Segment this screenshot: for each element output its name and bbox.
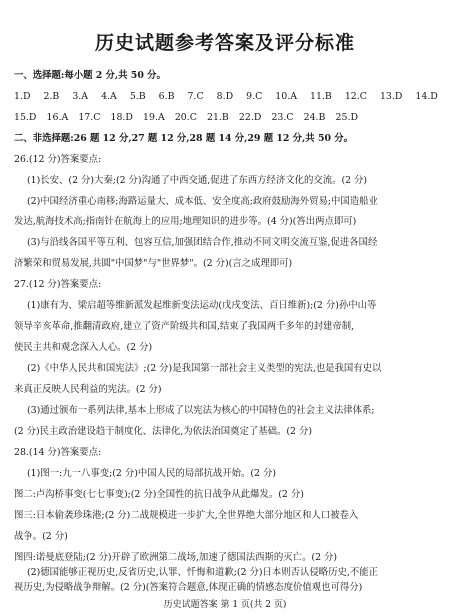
q26-header: 26.(12 分)答案要点:	[14, 154, 102, 165]
q27-answer-1-line-3: 使民主共和观念深入人心。(2 分)	[14, 342, 153, 353]
q27-answer-2-line-2: 来真正反映人民利益的宪法。(2 分)	[14, 384, 162, 395]
q26-answer-2-line-2: 发达,航海技术高;指南针在航海上的应用;地理知识的进步等。(4 分)(答出两点即可)	[14, 216, 357, 227]
q28-answer-5-line-2: 视历史,为侵略战争辩解。(2 分)(答案符合题意,体现正确的情感态度价值观也可得分)	[14, 582, 363, 593]
answer-item: 14.D	[415, 91, 438, 102]
page-footer: 历史试题答案 第 1 页(共 2 页)	[163, 600, 287, 610]
answer-item: 6.B	[158, 91, 175, 102]
q28-answer-4: 图四:诺曼底登陆;(2 分)开辟了欧洲第二战场,加速了德国法西斯的灭亡。(2 分)	[14, 552, 338, 563]
answer-item: 3.A	[72, 91, 89, 102]
answer-item: 2.B	[43, 91, 60, 102]
answer-item: 8.D	[216, 91, 234, 102]
answers-row-1	[14, 91, 438, 103]
q27-header: 27.(12 分)答案要点:	[14, 279, 102, 290]
q28-answer-5-line-1: (2)德国能够正视历史,反省历史,认罪、忏悔和道歉;(2 分)日本则否认侵略历史,不能正	[27, 567, 379, 578]
q27-answer-3-line-1: (3)通过颁布一系列法律,基本上形成了以宪法为核心的中国特色的社会主义法律体系;	[27, 405, 375, 416]
answer-item: 19.A	[143, 112, 165, 123]
answers-row-2	[14, 112, 358, 124]
q28-answer-2: 图二:卢沟桥事变(七七事变);(2 分)全国性的抗日战争从此爆发。(2 分)	[14, 489, 304, 500]
answer-item: 11.B	[310, 91, 332, 102]
answer-item: 21.B	[207, 112, 229, 123]
section2-heading: 二、非选择题:26 题 12 分,27 题 12 分,28 题 14 分,29 题 12 分,共 50 分。	[14, 133, 354, 144]
answer-item: 25.D	[335, 112, 358, 123]
section1-heading: 一、选择题:每小题 2 分,共 50 分。	[14, 70, 166, 81]
q28-answer-3-line-1: 图三:日本偷袭珍珠港;(2 分)二战规模进一步扩大,全世界绝大部分地区和人口被卷入	[14, 510, 359, 521]
answer-item: 17.C	[78, 112, 101, 123]
q27-answer-1-line-1: (1)康有为、梁启超等维新派发起维新变法运动(戊戌变法、百日维新);(2 分)孙中山等	[27, 300, 377, 311]
answer-item: 12.C	[344, 91, 367, 102]
answer-item: 18.D	[110, 112, 133, 123]
answer-item: 22.D	[238, 112, 262, 123]
answer-item: 23.C	[271, 112, 294, 123]
answer-item: 7.C	[187, 91, 204, 102]
q26-answer-2-line-1: (2)中国经济重心南移;海路运量大、成本低、安全度高;政府鼓励海外贸易;中国造船业	[27, 196, 378, 207]
q28-header: 28.(14 分)答案要点:	[14, 447, 102, 458]
q28-answer-3-line-2: 战争。(2 分)	[14, 531, 68, 542]
q26-answer-3-line-1: (3)与沿线各国平等互利、包容互信,加强团结合作,推动不同文明交流互鉴,促进各国经	[27, 237, 378, 248]
answer-item: 24.B	[303, 112, 326, 123]
answer-item: 13.D	[379, 91, 403, 102]
page-title: 历史试题参考答案及评分标准	[94, 32, 355, 54]
answer-item: 15.D	[14, 112, 37, 123]
q26-answer-3-line-2: 济繁荣和贸易发展,共圆"中国梦"与"世界梦"。(2 分)(言之成理即可)	[14, 258, 293, 269]
q27-answer-2-line-1: (2)《中华人民共和国宪法》;(2 分)是我国第一部社会主义类型的宪法,也是我国有史以	[27, 363, 382, 374]
q27-answer-3-line-2: (2 分)民主政治建设趋于制度化、法律化,为依法治国奠定了基础。(2 分)	[14, 426, 313, 437]
answer-item: 9.C	[246, 91, 263, 102]
answer-item: 16.A	[46, 112, 69, 123]
answer-item: 20.C	[174, 112, 197, 123]
answer-item: 5.B	[129, 91, 146, 102]
answer-item: 1.D	[14, 91, 31, 102]
answer-item: 4.A	[101, 91, 117, 102]
q27-answer-1-line-2: 领导辛亥革命,推翻清政府,建立了资产阶级共和国,结束了我国两千多年的封建帝制,	[14, 321, 355, 332]
q28-answer-1: (1)图一:九一八事变;(2 分)中国人民的局部抗战开始。(2 分)	[27, 468, 276, 479]
answer-item: 10.A	[275, 91, 297, 102]
q26-answer-1: (1)长安、(2 分)大秦;(2 分)沟通了中西交通,促进了东西方经济文化的交流。(2 分)	[27, 175, 368, 186]
